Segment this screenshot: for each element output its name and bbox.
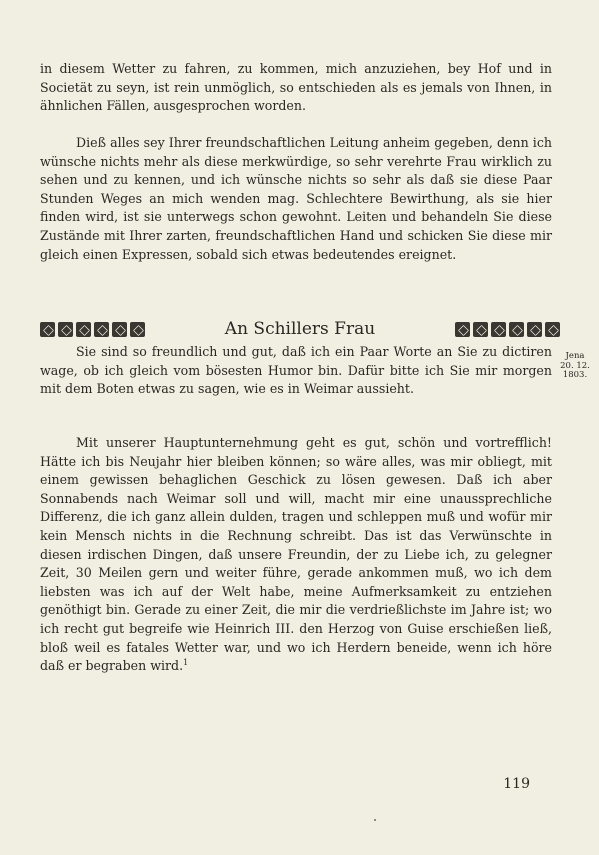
square-fleuron-icon [112, 322, 127, 337]
square-fleuron-icon [40, 322, 55, 337]
section-title: An Schillers Frau [224, 319, 376, 339]
square-fleuron-icon [473, 322, 488, 337]
square-fleuron-icon [130, 322, 145, 337]
left-ornament-row [40, 322, 145, 337]
paragraph [40, 134, 552, 264]
page-number: 119 [503, 776, 530, 792]
square-fleuron-icon [455, 322, 470, 337]
right-ornament-row [455, 322, 560, 337]
paragraph [40, 434, 552, 676]
footnote-marker: 1 [183, 657, 189, 667]
paragraph-text [40, 434, 552, 676]
paragraph-text: Dieß alles sey Ihrer freundschaftlichen Leitung anheim gegeben, denn ich wünsche nichts mehr als diese merkwürdige, so sehr verehrte Frau wirklich zu sehen und zu kennen, und ich wünsche nichts so sehr als daß sie diese Paar Stunden Weges an mich wenden mag. Schlechtere Bewirthung, als sie hier finden wird, ist sie unterwegs schon gewohnt. Leiten und behandeln Sie diese Zustände mit Ihrer zarten, freundschaftlichen Hand und schicken Sie diese mir gleich einen Expressen, sobald sich etwas bedeutendes ereignet. [40, 135, 552, 262]
paragraph-continued [40, 60, 552, 116]
square-fleuron-icon [509, 322, 524, 337]
paragraph-text: in diesem Wetter zu fahren, zu kommen, mich anzuziehen, bey Hof und in Societät zu seyn, ist rein unmöglich, so entschieden als es jemals von Ihnen, in ähnlichen Fällen, ausgesprochen worden. [40, 61, 552, 114]
square-fleuron-icon [94, 322, 109, 337]
margin-place: Jena [565, 351, 585, 361]
margin-day-month: 20. 12. [560, 360, 590, 371]
paragraph-text: Sie sind so freundlich und gut, daß ich ein Paar Worte an Sie zu dictiren wage, ob ich gleich vom bösesten Humor bin. Dafür bitte ich Sie mir morgen mit dem Boten etwas zu sagen, wie es in Weimar aussieht. [40, 344, 552, 397]
margin-year: 1803. [562, 370, 588, 380]
square-fleuron-icon [527, 322, 542, 337]
square-fleuron-icon [58, 322, 73, 337]
square-fleuron-icon [76, 322, 91, 337]
margin-date-note [556, 352, 594, 381]
paragraph-body: Mit unserer Hauptunternehmung geht es gut, schön und vortrefflich! Hätte ich bis Neujahr hier bleiben können; so wäre alles, was mir obliegt, mit einem gewissen behaglichen Geschick zu lösen gewesen. Daß ich aber Sonnabends nach Weimar soll und will, macht mir eine unaussprechliche Differenz, die ich ganz allein dulden, tragen und schleppen muß und wofür mir kein Mensch nichts in die Rechnung schreibt. Das ist das Verwünschte in diesen irdischen Dingen, daß unsere Freundin, der zu Liebe ich, zu gelegner Zeit, 30 Meilen gern und weiter führe, gerade ankommen muß, wo ich dem liebsten was ich auf der Welt habe, meine Aufmerksamkeit zu entziehen genöthigt bin. Gerade zu einer Zeit, die mir die verdrießlichste im Jahre ist; wo ich recht gut begreife wie Heinrich III. den Herzog von Guise erschießen ließ, bloß weil es fatales Wetter war, und wo ich Herdern beneide, wenn ich höre daß er begraben wird. [40, 435, 552, 674]
paragraph [40, 343, 552, 399]
square-fleuron-icon [491, 322, 506, 337]
paper-speck [374, 819, 376, 821]
section-heading [40, 318, 560, 340]
square-fleuron-icon [545, 322, 560, 337]
